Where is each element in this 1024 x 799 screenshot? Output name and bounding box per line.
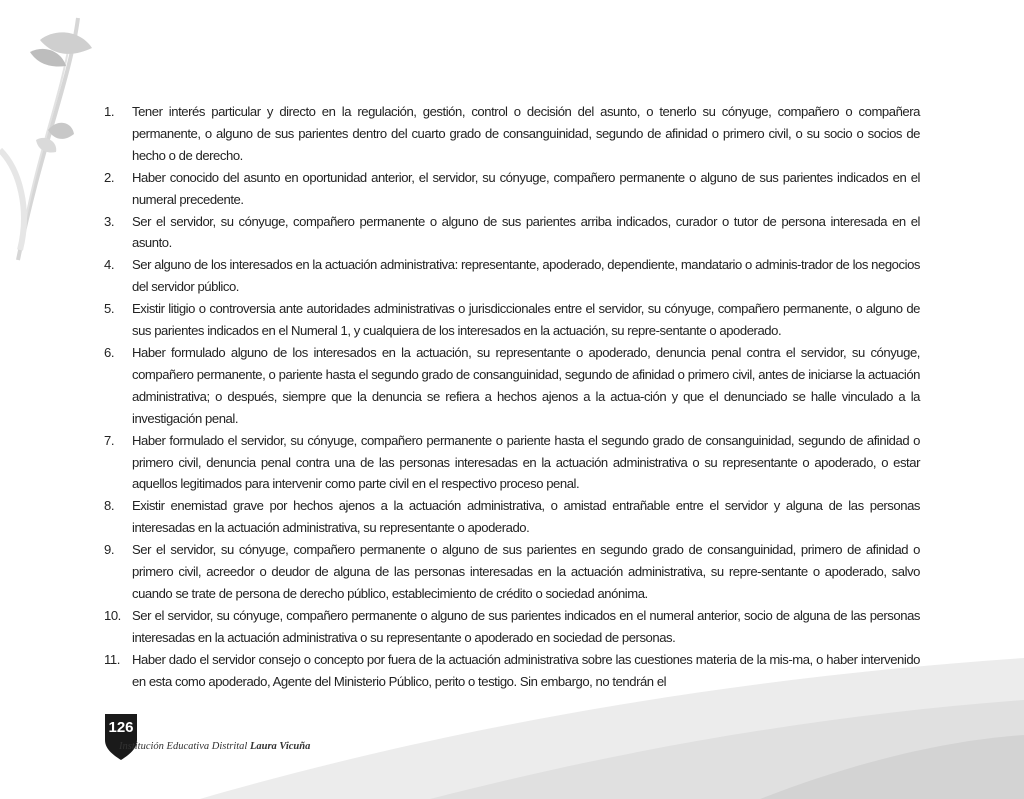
list-item-text: Ser alguno de los interesados en la actuación administrativa: representante, apoderado, dependiente, mandatario o adminis-trador de los negocios del servidor público.: [132, 257, 920, 295]
list-item: [104, 430, 920, 496]
list-item: [104, 167, 920, 211]
list-item: [104, 254, 920, 298]
list-item-number: 9.: [104, 542, 115, 558]
list-item: [104, 649, 920, 693]
list-item-number: 11.: [104, 651, 120, 667]
list-item-text: Ser el servidor, su cónyuge, compañero permanente o alguno de sus parientes en segundo grado de consanguinidad, primero de afinidad o primero civil, acreedor o deudor de alguna de las personas interesadas en la actuación administrativa, su repre-sentante o apoderado, salvo cuando se trate de persona de derecho público, establecimiento de crédito o sociedad anónima.: [132, 542, 920, 601]
institution-name: Laura Vicuña: [249, 741, 311, 752]
footer-institution: [119, 741, 310, 752]
list-item: [104, 101, 920, 167]
list-item-text: Existir litigio o controversia ante autoridades administrativas o jurisdiccionales entre el servidor, su cónyuge, compañero permanente, o alguno de sus parientes indicados en el Numeral 1, y cualquiera de los interesados en la actuación, su repre-sentante o apoderado.: [132, 301, 920, 339]
list-item: [104, 605, 920, 649]
list-item-number: 3.: [104, 213, 115, 229]
list-item-text: Existir enemistad grave por hechos ajenos a la actuación administrativa, o amistad entrañable entre el servidor y alguna de las personas interesadas en la actuación administrativa, su representante o apoderado.: [132, 498, 920, 536]
list-item-number: 8.: [104, 498, 115, 514]
page-number: 126: [108, 719, 134, 736]
list-item: [104, 539, 920, 605]
list-item-text: Haber formulado alguno de los interesados en la actuación, su representante o apoderado, denuncia penal contra el servidor, su cónyuge, compañero permanente, o pariente hasta el segundo grado de consanguinidad, segundo de afinidad o primero civil, antes de iniciarse la actuación administrativa; o después, siempre que la denuncia se refiera a hechos ajenos a la actua-ción y que el denunciado se halle vinculado a la investigación penal.: [132, 344, 920, 426]
list-item: [104, 298, 920, 342]
list-item-number: 7.: [104, 432, 115, 448]
list-item: [104, 342, 920, 430]
impediment-list: [104, 101, 920, 692]
institution-label: Institución Educativa Distrital: [119, 741, 248, 752]
list-item-text: Haber formulado el servidor, su cónyuge, compañero permanente o pariente hasta el segundo grado de consanguinidad, segundo de afinidad o primero civil, denuncia penal contra una de las personas interesadas en la actuación administrativa o su representante o apoderado, o estar aquellos legitimados para intervenir como parte civil en el respectivo proceso penal.: [132, 432, 920, 492]
list-item-number: 2.: [104, 169, 115, 185]
list-item-number: 6.: [104, 344, 115, 360]
list-item-text: Haber dado el servidor consejo o concepto por fuera de la actuación administrativa sobre las cuestiones materia de la mis-ma, o haber intervenido en esta como apoderado, Agente del Ministerio Público, perito o testigo. Sin embargo, no tendrán el: [132, 651, 920, 689]
list-item-number: 1.: [104, 104, 115, 119]
list-item-number: 4.: [104, 257, 115, 273]
list-item-text: Ser el servidor, su cónyuge, compañero permanente o alguno de sus parientes arriba indicados, curador o tutor de persona interesada en el asunto.: [132, 213, 920, 251]
floral-ornament-decoration: [0, 0, 110, 270]
list-item-number: 5.: [104, 301, 115, 317]
list-item-text: Tener interés particular y directo en la regulación, gestión, control o decisión del asunto, o tenerlo su cónyuge, compañero o compañera permanente, o alguno de sus parientes dentro del cuarto grado de consanguinidad, segundo de afinidad o primero civil, o su socio o socios de hecho o de derecho.: [132, 104, 920, 163]
list-item: [104, 211, 920, 255]
list-item-number: 10.: [104, 607, 121, 623]
list-item: [104, 495, 920, 539]
list-item-text: Ser el servidor, su cónyuge, compañero permanente o alguno de sus parientes indicados en el numeral anterior, socio de alguna de las personas interesadas en la actuación administrativa o su representante o apoderado en sociedad de personas.: [132, 607, 920, 645]
list-item-text: Haber conocido del asunto en oportunidad anterior, el servidor, su cónyuge, compañero permanente o alguno de sus parientes indicados en el numeral precedente.: [132, 169, 920, 207]
